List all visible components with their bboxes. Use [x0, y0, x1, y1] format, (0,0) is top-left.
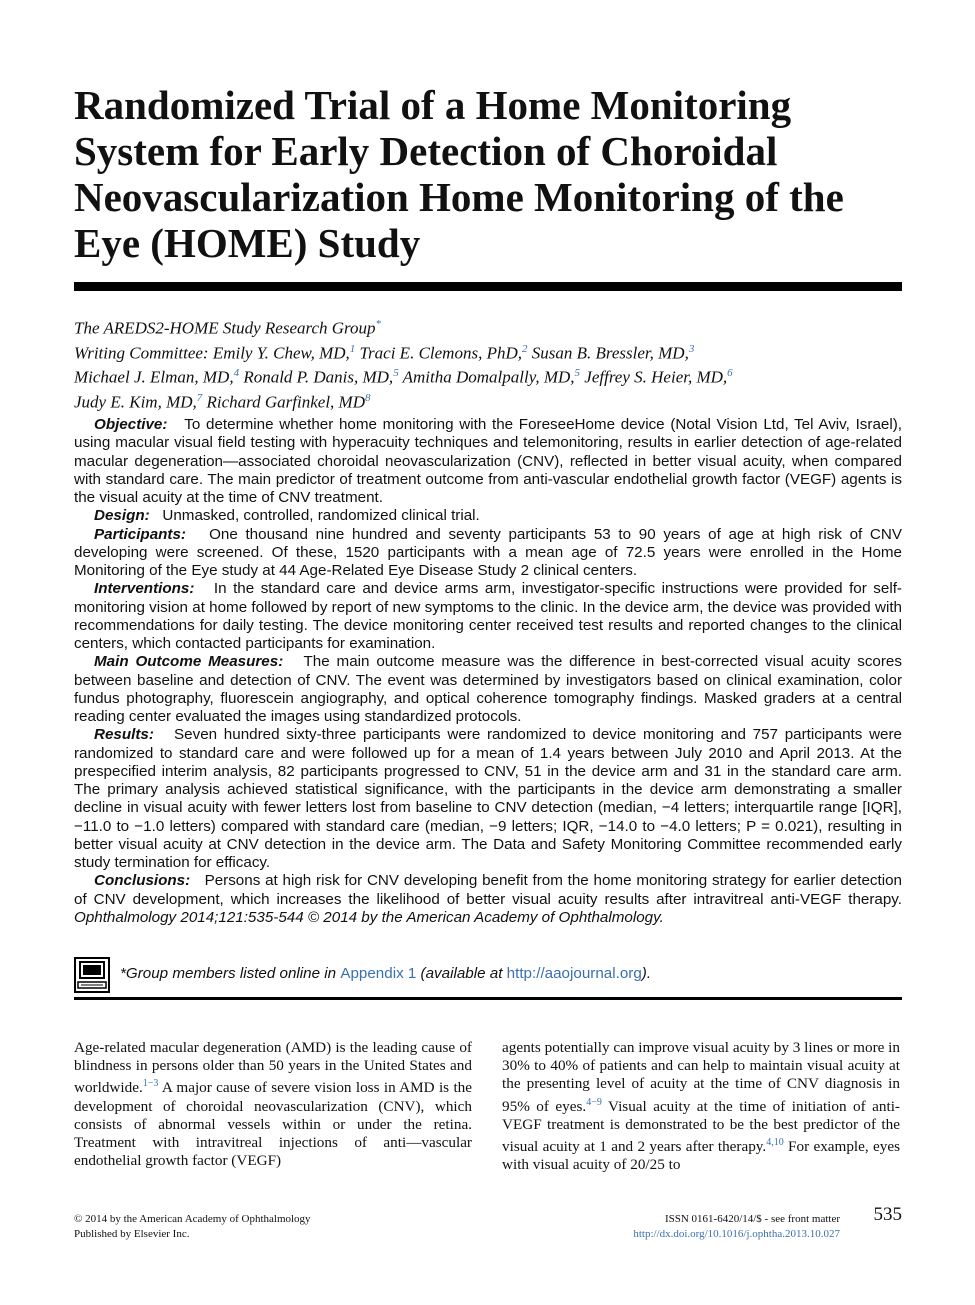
group-footnote-mark[interactable]: * — [375, 318, 382, 330]
abstract-results — [74, 726, 902, 872]
note-suffix: ). — [641, 965, 652, 982]
research-group — [74, 314, 904, 339]
body-text: Visual acuity at the time of initiation of anti-VEGF treatment is demonstrated to be the best predictor of the visual acuity at 1 and 2 years after therapy. — [502, 1097, 900, 1156]
section-label: Participants: — [94, 525, 186, 543]
affiliation-mark[interactable]: 4 — [233, 367, 240, 380]
journal-url-link[interactable]: http://aaojournal.org — [506, 965, 642, 982]
author: Ronald P. Danis, MD, — [243, 367, 394, 387]
supplementary-note-text — [120, 965, 651, 982]
appendix-link[interactable]: Appendix 1 — [340, 965, 417, 982]
affiliation-mark[interactable]: 6 — [727, 367, 733, 380]
section-text: Persons at high risk for CNV developing benefit from the home monitoring strategy for earlier detection of CNV development, which increases the likelihood of better visual acuity results after intravitreal anti-VEGF therapy. — [74, 872, 902, 908]
author: Susan B. Bressler, MD, — [531, 343, 689, 363]
section-label: Main Outcome Measures: — [94, 653, 284, 671]
author: Traci E. Clemons, PhD, — [359, 343, 522, 363]
reference-link[interactable]: 4−9 — [586, 1096, 602, 1108]
body-text: agents potentially can improve visual acuity by 3 lines or more in 30% to 40% of patients and can help to maintain visual acuity at the presenting level of acuity at the time of CNV diagnosis in 95% of eyes. — [502, 1039, 900, 1115]
section-text: Seven hundred sixty-three participants were randomized to device monitoring and 757 participants were randomized to standard care and were followed up for a mean of 1.4 years between July 2010 and April 2013. At the prespecified interim analysis, 82 participants progressed to CNV, 51 in the device arm and 31 in the standard care arm. The primary analysis achieved statistical significance, with the participants in the device arm demonstrating a smaller decline in visual acuity with fewer letters lost from baseline to CNV detection (median, −4 letters; interquartile range [IQR], −11.0 to −1.0 letters) compared with standard care (median, −9 letters; IQR, −14.0 to −4.0 letters; P = 0.021), resulting in better visual acuity at CNV detection in the device arm. The Data and Safety Monitoring Committee recommended early study termination for efficacy. — [74, 726, 902, 871]
section-label: Results: — [94, 726, 154, 744]
affiliation-mark[interactable]: 1 — [349, 342, 356, 355]
writing-committee-label: Writing Committee: — [74, 343, 213, 363]
affiliation-mark[interactable]: 5 — [393, 367, 399, 380]
body-text: Age-related macular degeneration (AMD) is the leading cause of blindness in persons older than 50 years in the United States and worldwide. — [74, 1039, 472, 1097]
author: Michael J. Elman, MD, — [74, 367, 234, 387]
note-middle: (available at — [416, 965, 507, 982]
footer-left — [74, 1212, 311, 1242]
reference-link[interactable]: 4,10 — [766, 1137, 784, 1149]
group-name: The AREDS2-HOME Study Research Group — [74, 318, 376, 338]
abstract-interventions — [74, 580, 902, 653]
author: Emily Y. Chew, MD, — [212, 343, 350, 363]
article-title: Randomized Trial of a Home Monitoring System for Early Detection of Choroidal Neovascularization Home Monitoring of the Eye (HOME) Study — [74, 82, 844, 266]
journal-citation: Ophthalmology 2014;121:535-544 © 2014 by the American Academy of Ophthalmology. — [74, 908, 664, 926]
page-number: 535 — [873, 1204, 902, 1225]
section-text: Unmasked, controlled, randomized clinical trial. — [162, 507, 480, 525]
section-label: Design: — [94, 507, 150, 525]
section-text: One thousand nine hundred and seventy participants 53 to 90 years of age at high risk of CNV developing were screened. Of these, 1520 participants with a mean age of 72.5 years were enrolled in the Home Monitoring of the Eye study at 44 Age-Related Eye Disease Study 2 clinical centers. — [74, 525, 902, 579]
body-column-left — [74, 1039, 472, 1170]
section-label: Interventions: — [94, 580, 195, 598]
affiliation-mark[interactable]: 7 — [196, 391, 203, 404]
note-prefix: *Group members listed online in — [120, 965, 341, 982]
body-text: A major cause of severe vision loss in AMD is the development of choroidal neovascularization (CNV), which consists of abnormal vessels within or under the retina. Treatment with intravitreal injections of anti—vascular endothelial growth factor (VEGF) — [74, 1079, 472, 1170]
abstract-design — [74, 507, 902, 525]
affiliation-mark[interactable]: 8 — [365, 391, 371, 404]
body-text: For example, eyes with visual acuity of 20/25 to — [502, 1138, 900, 1174]
affiliation-mark[interactable]: 3 — [688, 342, 695, 355]
copyright: © 2014 by the American Academy of Ophthalmology — [74, 1213, 311, 1225]
section-text: In the standard care and device arms arm, investigator-specific instructions were provided for self-monitoring vision at home followed by report of new symptoms to the clinic. In the device arm, the device was provided with recommendations for daily testing. The device monitoring center received test results and reported changes to the clinical centers, which contacted participants for examination. — [74, 580, 902, 652]
issn: ISSN 0161-6420/14/$ - see front matter — [664, 1213, 840, 1225]
author: Amitha Domalpally, MD, — [402, 367, 575, 387]
author: Richard Garfinkel, MD — [206, 392, 365, 412]
supplementary-note — [74, 957, 902, 993]
abstract-objective — [74, 416, 902, 507]
author-line-2 — [74, 363, 904, 388]
section-text: The main outcome measure was the difference in best-corrected visual acuity scores between baseline and detection of CNV. The event was determined by investigators based on clinical examination, color fundus photography, fluorescein angiography, and optical coherence tomography findings. Masked graders at a central reading center evaluated the images using standardized protocols. — [74, 653, 902, 725]
computer-monitor-icon — [74, 957, 110, 993]
footer-right — [560, 1212, 840, 1242]
author-line-1 — [74, 339, 904, 364]
section-rule — [74, 997, 902, 1000]
title-rule — [74, 282, 902, 291]
structured-abstract — [74, 416, 902, 927]
body-column-right — [502, 1039, 900, 1175]
publisher: Published by Elsevier Inc. — [74, 1228, 190, 1240]
author: Judy E. Kim, MD, — [74, 392, 197, 412]
abstract-conclusions — [74, 872, 902, 927]
doi-link[interactable]: http://dx.doi.org/10.1016/j.ophtha.2013.10.027 — [633, 1228, 840, 1240]
abstract-participants — [74, 526, 902, 581]
section-text: To determine whether home monitoring with the ForeseeHome device (Notal Vision Ltd, Tel Aviv, Israel), using macular visual field testing with hyperacuity techniques and telemonitoring, results in earlier detection of age-related macular degeneration—associated choroidal neovascularization (CNV), reflected in better visual acuity, when compared with standard care. The main predictor of treatment outcome from anti-vascular endothelial growth factor (VEGF) agents is the visual acuity at the time of CNV treatment. — [74, 416, 902, 506]
affiliation-mark[interactable]: 2 — [521, 342, 528, 355]
reference-link[interactable]: 1−3 — [142, 1078, 159, 1090]
section-label: Conclusions: — [94, 872, 191, 890]
abstract-outcome-measures — [74, 653, 902, 726]
affiliation-mark[interactable]: 5 — [574, 367, 581, 380]
author: Jeffrey S. Heier, MD, — [584, 367, 728, 387]
author-line-3 — [74, 388, 904, 413]
author-block — [74, 314, 904, 413]
section-label: Objective: — [94, 416, 168, 433]
